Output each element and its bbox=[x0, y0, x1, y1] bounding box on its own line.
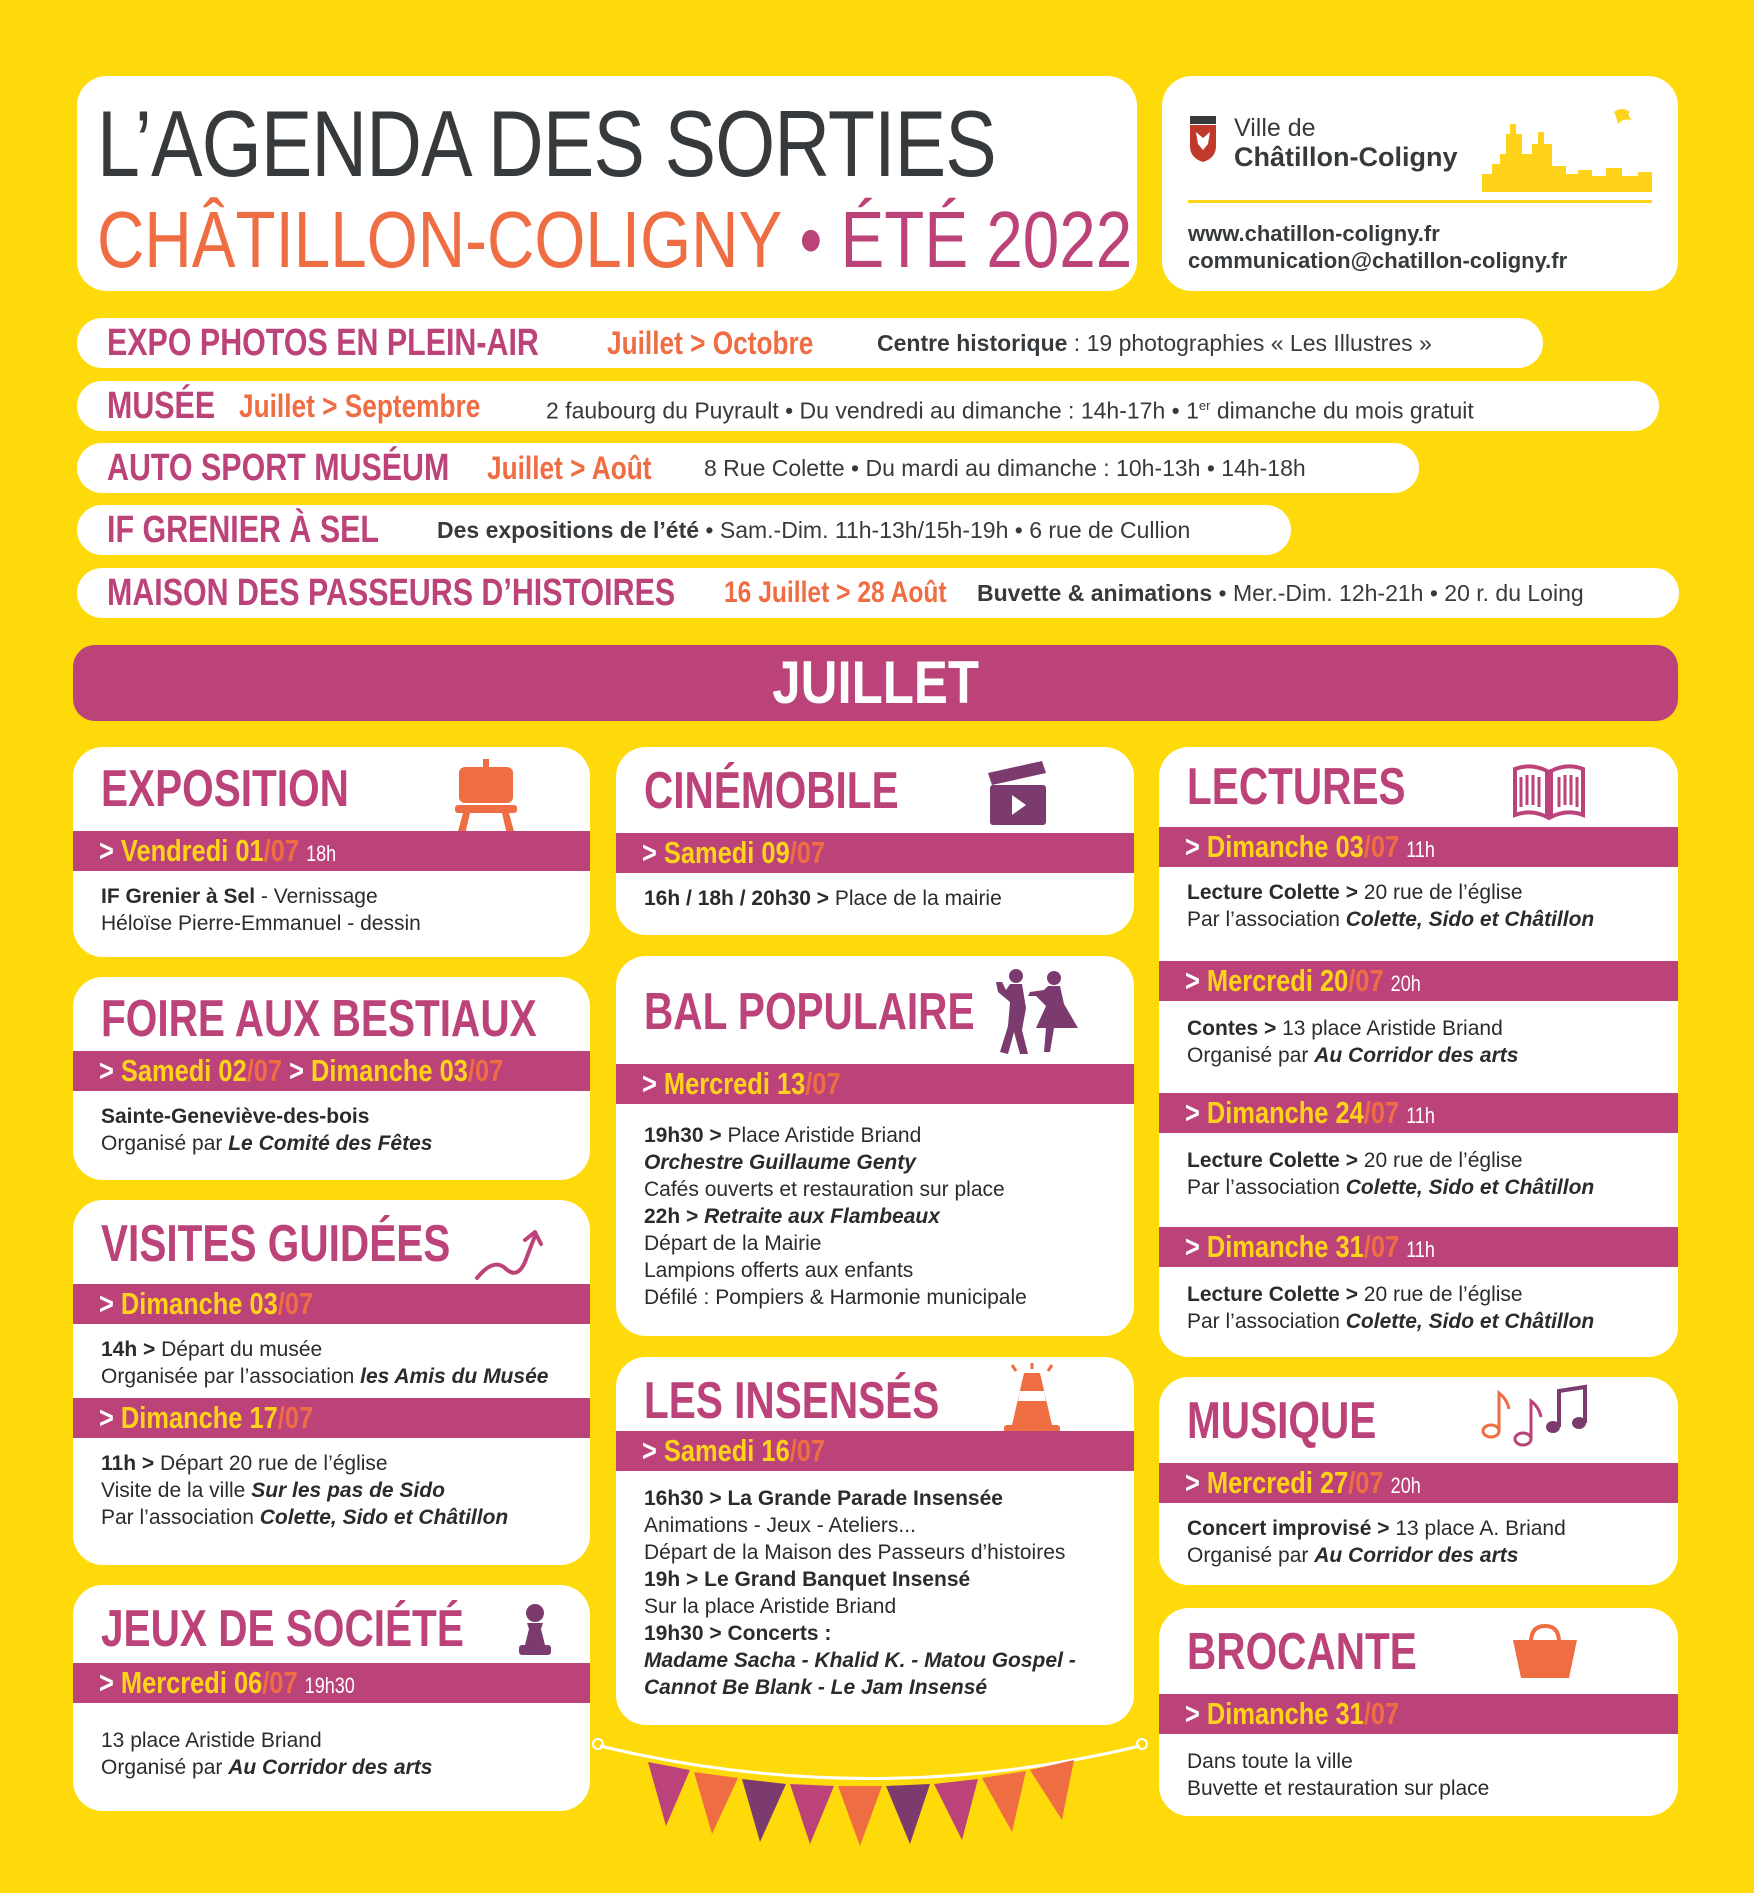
card-body: Sainte-Geneviève-des-bois Organisé par Le Comité des Fêtes bbox=[101, 1105, 433, 1155]
date-band: > Samedi 09/07 bbox=[616, 833, 1134, 873]
card-title: EXPOSITION bbox=[101, 760, 349, 818]
website-link[interactable]: www.chatillon-coligny.fr bbox=[1188, 221, 1440, 246]
town-skyline-icon bbox=[1482, 104, 1652, 194]
pill-name: EXPO PHOTOS EN PLEIN-AIR bbox=[107, 322, 539, 364]
subtitle-separator: • bbox=[781, 195, 841, 284]
subtitle-town: CHÂTILLON-COLIGNY bbox=[97, 195, 782, 284]
date-band: > Samedi 02/07 > Dimanche 03/07 bbox=[73, 1051, 590, 1091]
pill-dates: Juillet > Septembre bbox=[239, 388, 481, 424]
card-body: Lecture Colette > 20 rue de l’église Par l’association Colette, Sido et Châtillon bbox=[1187, 1283, 1595, 1333]
chess-pawn-icon bbox=[517, 1603, 553, 1655]
card-body: Contes > 13 place Aristide Briand Organisé par Au Corridor des arts bbox=[1187, 1017, 1519, 1067]
clapperboard-icon bbox=[986, 757, 1050, 827]
title-box bbox=[77, 76, 1137, 291]
bunting-decoration-icon bbox=[590, 1716, 1150, 1866]
card-body: Dans toute la ville Buvette et restauration sur place bbox=[1187, 1750, 1490, 1800]
card-title: MUSIQUE bbox=[1187, 1392, 1377, 1450]
logo-town-name: Châtillon-Coligny bbox=[1234, 142, 1458, 172]
arrow-swirl-icon bbox=[473, 1228, 553, 1284]
pill-dates: Juillet > Août bbox=[487, 450, 652, 486]
card-body: Lecture Colette > 20 rue de l’église Par l’association Colette, Sido et Châtillon bbox=[1187, 881, 1595, 931]
subtitle-season: ÉTÉ 2022 bbox=[840, 195, 1133, 284]
card-title: VISITES GUIDÉES bbox=[101, 1215, 451, 1273]
pill-expo-photos bbox=[77, 318, 1543, 368]
easel-icon bbox=[453, 759, 519, 835]
pill-musee bbox=[77, 381, 1659, 431]
pill-info: Buvette & animations • Mer.-Dim. 12h-21h • 20 r. du Loing bbox=[977, 580, 1584, 606]
card-body: 19h30 > Place Aristide Briand Orchestre Guillaume Genty Cafés ouverts et restauration sur place 22h > Retraite aux Flambeaux Départ de la Mairie Lampions offerts aux enfants Défilé : Pompiers & Harmonie municipale bbox=[644, 1124, 1027, 1309]
coat-of-arms-icon bbox=[1188, 116, 1218, 162]
pill-info: Des expositions de l’été • Sam.-Dim. 11h-13h/15h-19h • 6 rue de Cullion bbox=[437, 517, 1191, 543]
pill-grenier-sel bbox=[77, 505, 1291, 555]
card-body: 16h / 18h / 20h30 > Place de la mairie bbox=[644, 887, 1002, 910]
card-title: LES INSENSÉS bbox=[644, 1372, 940, 1430]
card-body: 11h > Départ 20 rue de l’église Visite de la ville Sur les pas de Sido Par l’association Colette, Sido et Châtillon bbox=[101, 1452, 509, 1529]
date-band: > Dimanche 31/07 11h bbox=[1159, 1227, 1678, 1267]
card-body: Lecture Colette > 20 rue de l’église Par l’association Colette, Sido et Châtillon bbox=[1187, 1149, 1595, 1199]
card-foire bbox=[73, 977, 590, 1180]
logo-divider bbox=[1188, 200, 1652, 203]
card-body: 14h > Départ du musée Organisée par l’association les Amis du Musée bbox=[101, 1338, 549, 1388]
card-insenses bbox=[616, 1357, 1134, 1725]
card-body: IF Grenier à Sel - Vernissage Héloïse Pierre-Emmanuel - dessin bbox=[101, 885, 421, 935]
pill-info: 2 faubourg du Puyrault • Du vendredi au dimanche : 14h-17h • 1er dimanche du mois gratuit bbox=[546, 397, 1474, 424]
card-title: BAL POPULAIRE bbox=[644, 983, 975, 1041]
pill-auto-sport bbox=[77, 443, 1419, 493]
date-band: > Dimanche 03/07 11h bbox=[1159, 827, 1678, 867]
contact-block bbox=[1188, 220, 1567, 274]
pill-name: AUTO SPORT MUSÉUM bbox=[107, 447, 450, 489]
pill-name: IF GRENIER À SEL bbox=[107, 509, 379, 551]
email-link[interactable]: communication@chatillon-coligny.fr bbox=[1188, 248, 1568, 273]
pill-info: Centre historique : 19 photographies « Les Illustres » bbox=[877, 330, 1432, 356]
card-title: FOIRE AUX BESTIAUX bbox=[101, 990, 537, 1048]
pill-info: 8 Rue Colette • Du mardi au dimanche : 10h-13h • 14h-18h bbox=[704, 455, 1306, 481]
date-band: > Samedi 16/07 bbox=[616, 1431, 1134, 1471]
date-band: > Dimanche 24/07 11h bbox=[1159, 1093, 1678, 1133]
date-band: > Dimanche 03/07 bbox=[73, 1284, 590, 1324]
card-musique bbox=[1159, 1377, 1678, 1585]
traffic-cone-icon bbox=[1002, 1363, 1062, 1437]
card-jeux bbox=[73, 1585, 590, 1811]
date-band: > Mercredi 20/07 20h bbox=[1159, 961, 1678, 1001]
date-band: > Dimanche 17/07 bbox=[73, 1398, 590, 1438]
card-title: BROCANTE bbox=[1187, 1623, 1417, 1681]
dancers-icon bbox=[992, 966, 1082, 1058]
date-band: > Dimanche 31/07 bbox=[1159, 1694, 1678, 1734]
date-band: > Mercredi 13/07 bbox=[616, 1064, 1134, 1104]
card-title: JEUX DE SOCIÉTÉ bbox=[101, 1600, 464, 1658]
card-cinemobile bbox=[616, 747, 1134, 935]
shopping-basket-icon bbox=[1511, 1622, 1579, 1680]
card-body: 16h30 > La Grande Parade Insensée Animations - Jeux - Ateliers... Départ de la Maison des Passeurs d’histoires 19h > Le Grand Banquet Insensé Sur la place Aristide Briand 19h30 > Concerts : Madame Sacha - Khalid K. - Matou Gospel - Cannot Be Blank - Le Jam Insensé bbox=[644, 1487, 1076, 1699]
date-band: > Mercredi 27/07 20h bbox=[1159, 1463, 1678, 1503]
month-header: JUILLET bbox=[73, 645, 1678, 721]
main-title: L’AGENDA DES SORTIES bbox=[97, 91, 996, 196]
card-title: CINÉMOBILE bbox=[644, 762, 899, 820]
date-band: > Vendredi 01/07 18h bbox=[73, 831, 590, 871]
open-book-icon bbox=[1511, 761, 1587, 821]
card-lectures bbox=[1159, 747, 1678, 1357]
pill-dates: Juillet > Octobre bbox=[607, 325, 814, 361]
pill-name: MUSÉE bbox=[107, 385, 216, 427]
date-band: > Mercredi 06/07 19h30 bbox=[73, 1663, 590, 1703]
card-body: Concert improvisé > 13 place A. Briand Organisé par Au Corridor des arts bbox=[1187, 1517, 1566, 1567]
logo-ville-de: Ville de bbox=[1234, 114, 1316, 142]
pill-name: MAISON DES PASSEURS D’HISTOIRES bbox=[107, 572, 676, 614]
card-body: 13 place Aristide Briand Organisé par Au Corridor des arts bbox=[101, 1729, 433, 1779]
card-exposition bbox=[73, 747, 590, 957]
card-bal bbox=[616, 956, 1134, 1336]
card-brocante bbox=[1159, 1608, 1678, 1816]
pill-maison-passeurs bbox=[77, 568, 1679, 618]
subtitle bbox=[97, 194, 1132, 286]
town-logo-box bbox=[1162, 76, 1678, 291]
card-title: LECTURES bbox=[1187, 758, 1406, 816]
card-visites bbox=[73, 1200, 590, 1565]
music-notes-icon bbox=[1479, 1383, 1589, 1451]
pill-dates: 16 Juillet > 28 Août bbox=[724, 576, 947, 609]
